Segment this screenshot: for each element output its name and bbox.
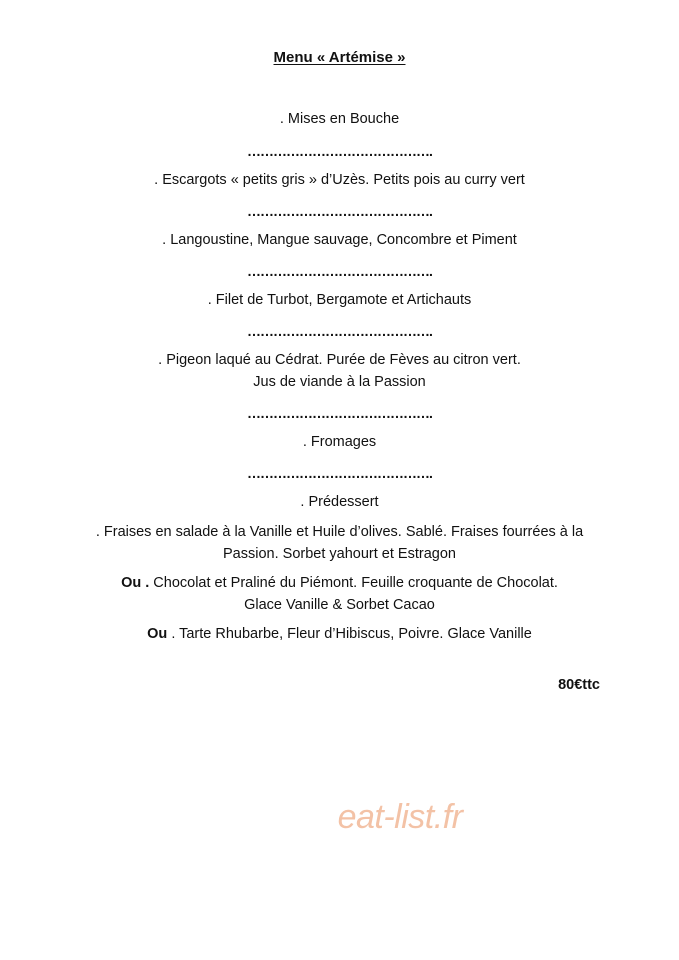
separator: ……………………………………. bbox=[247, 405, 432, 421]
ou-prefix: Ou . bbox=[121, 575, 150, 591]
course-pigeon-line-1: . Pigeon laqué au Cédrat. Purée de Fèves au citron vert. bbox=[158, 352, 521, 368]
course-predessert: . Prédessert bbox=[300, 494, 379, 510]
course-mises-en-bouche: . Mises en Bouche bbox=[279, 111, 400, 127]
dessert-fraises-line-1: . Fraises en salade à la Vanille et Huile d’olives. Sablé. Fraises fourrées à la bbox=[95, 524, 584, 540]
dessert-chocolat-text: Chocolat et Praliné du Piémont. Feuille croquante de Chocolat. bbox=[149, 575, 558, 591]
separator: ……………………………………. bbox=[247, 263, 432, 279]
dessert-fraises-line-2: Passion. Sorbet yahourt et Estragon bbox=[223, 546, 456, 562]
watermark-logo: eat-list.fr bbox=[337, 798, 463, 836]
ou-prefix: Ou bbox=[147, 626, 168, 642]
menu-title: Menu « Artémise » bbox=[273, 49, 406, 66]
separator: ……………………………………. bbox=[247, 143, 432, 159]
menu-price: 80€ttc bbox=[558, 677, 600, 693]
course-turbot: . Filet de Turbot, Bergamote et Artichauts bbox=[207, 292, 472, 308]
dessert-tarte-text: . Tarte Rhubarbe, Fleur d’Hibiscus, Poivre. Glace Vanille bbox=[167, 626, 532, 642]
dessert-chocolat-line-2: Glace Vanille & Sorbet Cacao bbox=[244, 597, 435, 613]
course-escargots: . Escargots « petits gris » d’Uzès. Petits pois au curry vert bbox=[154, 172, 525, 188]
separator: ……………………………………. bbox=[247, 203, 432, 219]
course-langoustine: . Langoustine, Mangue sauvage, Concombre et Piment bbox=[162, 232, 517, 248]
dessert-chocolat-line-1 bbox=[0, 572, 679, 594]
course-pigeon-line-2: Jus de viande à la Passion bbox=[253, 374, 426, 390]
separator: ……………………………………. bbox=[247, 465, 432, 481]
separator: ……………………………………. bbox=[247, 323, 432, 339]
dessert-tarte bbox=[0, 623, 679, 645]
course-fromages: . Fromages bbox=[302, 434, 377, 450]
